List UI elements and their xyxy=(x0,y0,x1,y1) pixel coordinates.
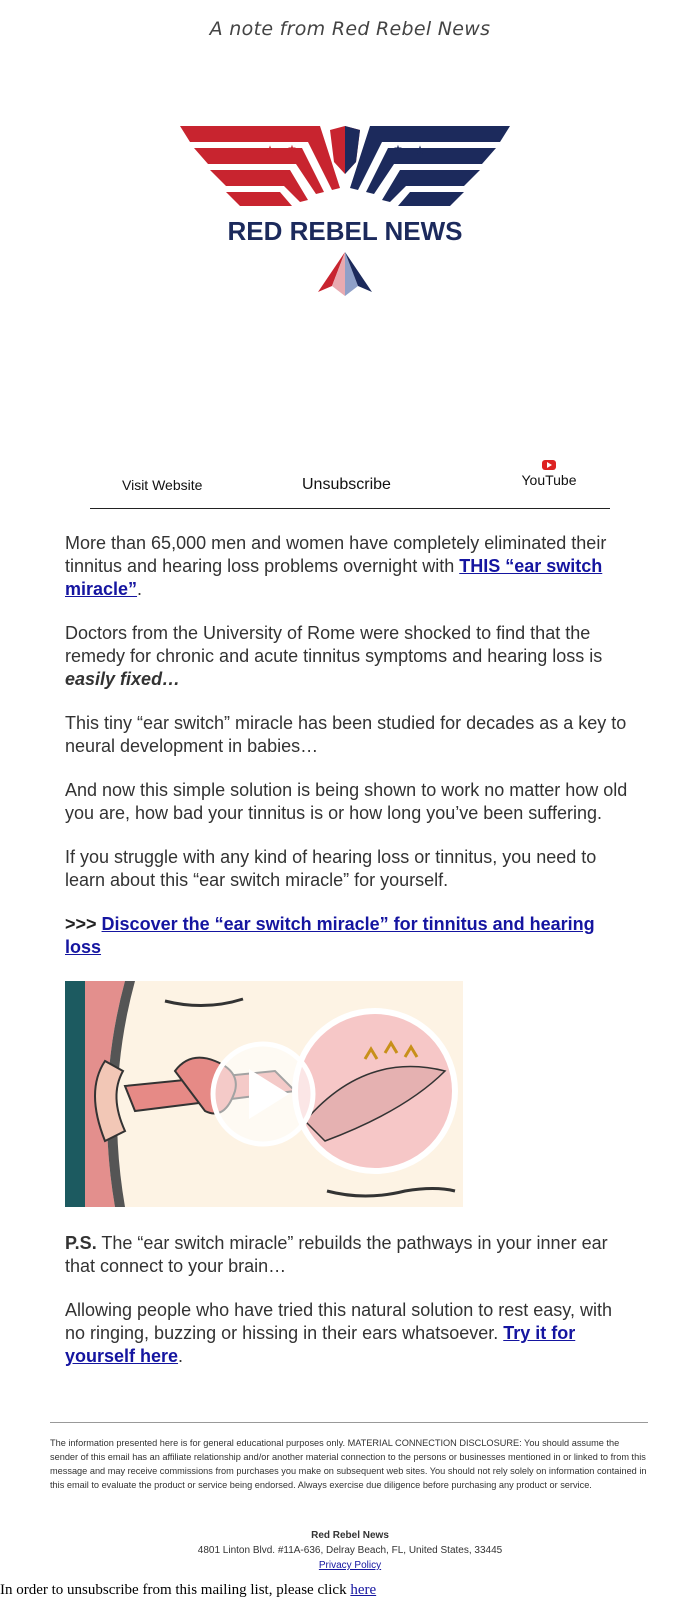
svg-text:★: ★ xyxy=(414,143,426,157)
disclaimer-text: The information presented here is for general educational purposes only. MATERIAL CONNECTION DISCLOSURE: You should assume the sender of this email has an affiliate relationship and/or another material connection to the persons or businesses mentioned in or linked to from this message and may receive commissions from purchases you make on subsequent web sites. You should not rely solely on information contained in this email to evaluate the product or service being endorsed. Always exercise due diligence before purchasing any product or service. xyxy=(50,1438,647,1490)
svg-text:★: ★ xyxy=(264,143,276,157)
youtube-link[interactable] xyxy=(505,460,593,488)
discover-link[interactable]: Discover the “ear switch miracle” for tinnitus and hearing loss xyxy=(65,914,595,957)
ear-switch-link[interactable]: THIS “ear switch miracle” xyxy=(65,556,603,599)
company-address: 4801 Linton Blvd. #11A-636, Delray Beach, FL, United States, 33445 xyxy=(197,1545,503,1556)
cta-paragraph: >>> Discover the “ear switch miracle” for tinnitus and hearing loss xyxy=(65,914,595,957)
paragraph-intro: More than 65,000 men and women have completely eliminated their tinnitus and hearing loss problems overnight with THIS “ear switch miracle”. xyxy=(65,533,607,599)
email-body xyxy=(65,532,635,980)
company-name: Red Rebel News xyxy=(311,1530,389,1541)
youtube-icon xyxy=(542,460,556,470)
paragraph-allowing: Allowing people who have tried this natural solution to rest easy, with no ringing, buzzing or hissing in their ears whatsoever. Try it for yourself here. xyxy=(65,1300,612,1366)
company-info xyxy=(0,1528,700,1573)
header-nav xyxy=(90,462,610,509)
easily-fixed-text: easily fixed… xyxy=(65,669,181,689)
unsubscribe-link[interactable]: Unsubscribe xyxy=(302,476,391,493)
paragraph-doctors: Doctors from the University of Rome were shocked to find that the remedy for chronic and acute tinnitus symptoms and hearing loss is easily fixed… xyxy=(65,623,603,689)
visit-website-link[interactable]: Visit Website xyxy=(122,477,203,493)
privacy-policy-link[interactable]: Privacy Policy xyxy=(318,1560,382,1571)
footer-divider xyxy=(50,1422,648,1423)
email-body-ps xyxy=(65,1232,635,1389)
video-thumbnail[interactable] xyxy=(65,981,463,1207)
red-rebel-news-logo xyxy=(180,126,510,306)
unsubscribe-here-link[interactable]: here xyxy=(350,1582,377,1598)
paragraph-studied: This tiny “ear switch” miracle has been studied for decades as a key to neural development in babies… xyxy=(65,713,627,756)
paragraph-struggle: If you struggle with any kind of hearing loss or tinnitus, you need to learn about this “ear switch miracle” for yourself. xyxy=(65,847,597,890)
svg-text:★: ★ xyxy=(287,144,297,155)
ps-paragraph: P.S. The “ear switch miracle” rebuilds the pathways in your inner ear that connect to your brain… xyxy=(65,1233,608,1276)
try-it-link[interactable]: Try it for yourself here xyxy=(65,1323,576,1366)
paragraph-solution: And now this simple solution is being shown to work no matter how old you are, how bad your tinnitus is or how long you’ve been suffering. xyxy=(65,780,628,823)
logo-text: RED REBEL NEWS xyxy=(227,216,463,246)
header-note: A note from Red Rebel News xyxy=(209,18,491,40)
svg-text:★: ★ xyxy=(393,144,403,155)
unsubscribe-notice: In order to unsubscribe from this mailing list, please click here xyxy=(0,1582,377,1598)
youtube-label: YouTube xyxy=(521,472,577,488)
